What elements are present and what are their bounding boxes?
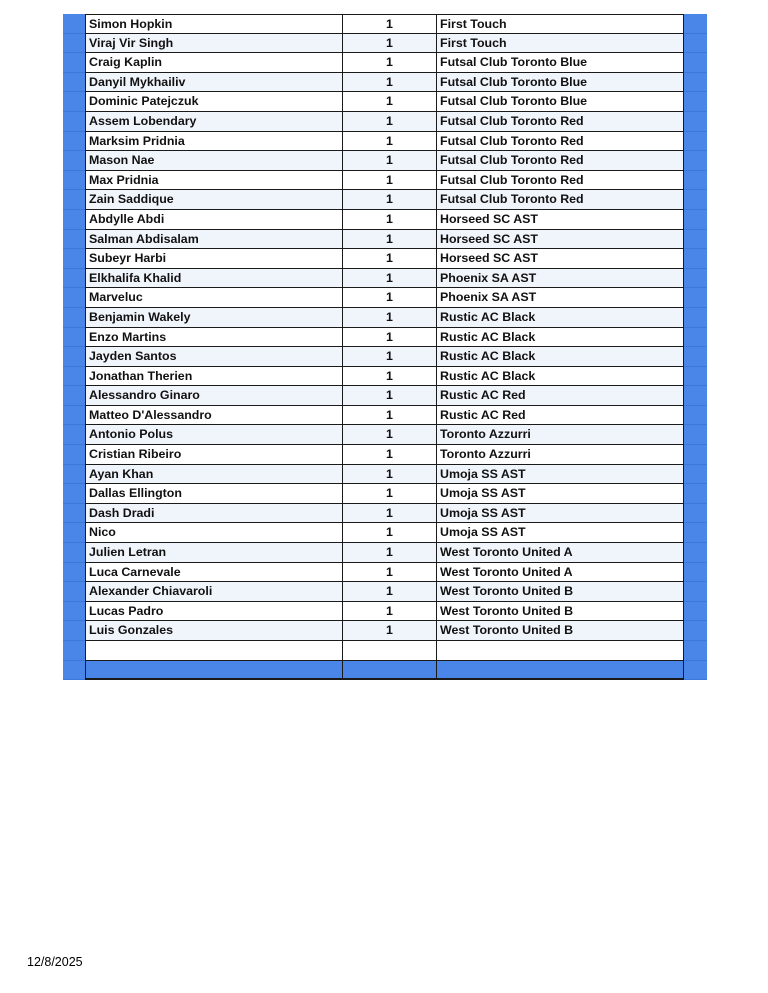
- player-name-cell[interactable]: [86, 641, 343, 661]
- row-cells: [85, 465, 684, 485]
- player-name-cell[interactable]: Matteo D'Alessandro: [86, 406, 343, 426]
- table-row: [63, 151, 707, 171]
- player-name-cell[interactable]: Julien Letran: [86, 543, 343, 563]
- table-row: [63, 210, 707, 230]
- player-name-cell[interactable]: Luca Carnevale: [86, 563, 343, 583]
- row-band-left: [63, 523, 85, 543]
- row-cells: [85, 171, 684, 191]
- row-cells: [85, 132, 684, 152]
- row-band-right: [684, 484, 707, 504]
- row-cells: [85, 386, 684, 406]
- row-band-right: [684, 445, 707, 465]
- table-row: [63, 190, 707, 210]
- row-band-left: [63, 621, 85, 641]
- player-name-cell[interactable]: [86, 661, 343, 680]
- row-cells: [85, 425, 684, 445]
- row-band-right: [684, 190, 707, 210]
- row-cells: [85, 523, 684, 543]
- player-name-cell[interactable]: Assem Lobendary: [86, 112, 343, 132]
- team-cell[interactable]: Futsal Club Toronto Red: [437, 112, 683, 132]
- count-cell[interactable]: 1: [343, 15, 437, 34]
- team-cell[interactable]: Umoja SS AST: [437, 465, 683, 485]
- row-cells: [85, 406, 684, 426]
- table-row: [63, 465, 707, 485]
- row-band-right: [684, 582, 707, 602]
- row-band-right: [684, 367, 707, 387]
- row-band-left: [63, 249, 85, 269]
- row-band-left: [63, 34, 85, 54]
- count-cell[interactable]: 1: [343, 425, 437, 445]
- team-cell[interactable]: West Toronto United B: [437, 621, 683, 641]
- team-cell[interactable]: [437, 641, 683, 661]
- row-band-right: [684, 641, 707, 661]
- count-cell[interactable]: 1: [343, 112, 437, 132]
- row-band-left: [63, 112, 85, 132]
- row-band-left: [63, 602, 85, 622]
- row-band-left: [63, 171, 85, 191]
- row-cells: [85, 230, 684, 250]
- row-band-right: [684, 406, 707, 426]
- player-name-cell[interactable]: Abdylle Abdi: [86, 210, 343, 230]
- team-cell[interactable]: [437, 661, 683, 680]
- team-cell[interactable]: Toronto Azzurri: [437, 445, 683, 465]
- table-row: [63, 621, 707, 641]
- count-cell[interactable]: 1: [343, 504, 437, 524]
- count-cell[interactable]: [343, 661, 437, 680]
- row-band-left: [63, 308, 85, 328]
- row-cells: [85, 249, 684, 269]
- table-row: [63, 14, 707, 34]
- row-band-right: [684, 523, 707, 543]
- team-cell[interactable]: First Touch: [437, 34, 683, 54]
- row-band-left: [63, 504, 85, 524]
- team-cell[interactable]: Rustic AC Red: [437, 406, 683, 426]
- row-band-right: [684, 308, 707, 328]
- spreadsheet-table: [63, 14, 707, 680]
- team-cell[interactable]: West Toronto United A: [437, 563, 683, 583]
- row-band-right: [684, 53, 707, 73]
- table-row: [63, 563, 707, 583]
- row-cells: [85, 582, 684, 602]
- row-band-right: [684, 112, 707, 132]
- row-band-left: [63, 73, 85, 93]
- team-cell[interactable]: Futsal Club Toronto Red: [437, 132, 683, 152]
- row-cells: [85, 112, 684, 132]
- row-band-right: [684, 151, 707, 171]
- table-row: [63, 308, 707, 328]
- team-cell[interactable]: West Toronto United A: [437, 543, 683, 563]
- row-band-right: [684, 347, 707, 367]
- player-name-cell[interactable]: Jonathan Therien: [86, 367, 343, 387]
- table-row: [63, 112, 707, 132]
- team-cell[interactable]: First Touch: [437, 15, 683, 34]
- table-row: [63, 523, 707, 543]
- player-name-cell[interactable]: Craig Kaplin: [86, 53, 343, 73]
- row-band-right: [684, 230, 707, 250]
- team-cell[interactable]: Futsal Club Toronto Blue: [437, 73, 683, 93]
- row-band-right: [684, 543, 707, 563]
- row-cells: [85, 269, 684, 289]
- row-cells: [85, 73, 684, 93]
- count-cell[interactable]: 1: [343, 269, 437, 289]
- row-cells: [85, 602, 684, 622]
- row-band-right: [684, 14, 707, 34]
- row-band-left: [63, 210, 85, 230]
- team-cell[interactable]: Rustic AC Black: [437, 308, 683, 328]
- row-band-left: [63, 230, 85, 250]
- row-band-left: [63, 543, 85, 563]
- row-cells: [85, 445, 684, 465]
- row-band-right: [684, 269, 707, 289]
- team-cell[interactable]: Futsal Club Toronto Red: [437, 190, 683, 210]
- table-row: [63, 602, 707, 622]
- table-row: [63, 132, 707, 152]
- row-cells: [85, 484, 684, 504]
- row-cells: [85, 504, 684, 524]
- count-cell[interactable]: 1: [343, 328, 437, 348]
- row-band-left: [63, 406, 85, 426]
- table-row: [63, 269, 707, 289]
- table-row: [63, 230, 707, 250]
- player-name-cell[interactable]: Danyil Mykhailiv: [86, 73, 343, 93]
- player-name-cell[interactable]: Ayan Khan: [86, 465, 343, 485]
- player-name-cell[interactable]: Simon Hopkin: [86, 15, 343, 34]
- player-name-cell[interactable]: Luis Gonzales: [86, 621, 343, 641]
- row-cells: [85, 34, 684, 54]
- row-band-left: [63, 484, 85, 504]
- count-cell[interactable]: 1: [343, 523, 437, 543]
- count-cell[interactable]: 1: [343, 621, 437, 641]
- table-row: [63, 171, 707, 191]
- player-name-cell[interactable]: Alessandro Ginaro: [86, 386, 343, 406]
- row-cells: [85, 328, 684, 348]
- table-row: [63, 92, 707, 112]
- table-row-empty: [63, 641, 707, 661]
- row-band-left: [63, 288, 85, 308]
- count-cell[interactable]: 1: [343, 92, 437, 112]
- count-cell[interactable]: 1: [343, 53, 437, 73]
- row-band-left: [63, 132, 85, 152]
- count-cell[interactable]: 1: [343, 563, 437, 583]
- table-row: [63, 347, 707, 367]
- row-band-right: [684, 288, 707, 308]
- team-cell[interactable]: Toronto Azzurri: [437, 425, 683, 445]
- table-row: [63, 73, 707, 93]
- team-cell[interactable]: Horseed SC AST: [437, 249, 683, 269]
- count-cell[interactable]: 1: [343, 406, 437, 426]
- player-name-cell[interactable]: Dash Dradi: [86, 504, 343, 524]
- row-band-left: [63, 269, 85, 289]
- count-cell[interactable]: 1: [343, 249, 437, 269]
- row-band-left: [63, 190, 85, 210]
- player-name-cell[interactable]: Salman Abdisalam: [86, 230, 343, 250]
- row-band-left: [63, 92, 85, 112]
- team-cell[interactable]: Futsal Club Toronto Red: [437, 171, 683, 191]
- player-name-cell[interactable]: Cristian Ribeiro: [86, 445, 343, 465]
- row-cells: [85, 14, 684, 34]
- player-name-cell[interactable]: Max Pridnia: [86, 171, 343, 191]
- team-cell[interactable]: Rustic AC Black: [437, 347, 683, 367]
- team-cell[interactable]: Phoenix SA AST: [437, 269, 683, 289]
- table-row: [63, 367, 707, 387]
- player-name-cell[interactable]: Benjamin Wakely: [86, 308, 343, 328]
- table-row: [63, 425, 707, 445]
- count-cell[interactable]: 1: [343, 73, 437, 93]
- row-band-right: [684, 425, 707, 445]
- count-cell[interactable]: 1: [343, 151, 437, 171]
- row-band-left: [63, 582, 85, 602]
- team-cell[interactable]: Umoja SS AST: [437, 504, 683, 524]
- table-row: [63, 445, 707, 465]
- row-band-left: [63, 465, 85, 485]
- row-band-right: [684, 602, 707, 622]
- team-cell[interactable]: Umoja SS AST: [437, 484, 683, 504]
- row-band-left: [63, 53, 85, 73]
- player-name-cell[interactable]: Antonio Polus: [86, 425, 343, 445]
- player-name-cell[interactable]: Viraj Vir Singh: [86, 34, 343, 54]
- table-row: [63, 328, 707, 348]
- count-cell[interactable]: 1: [343, 386, 437, 406]
- count-cell[interactable]: 1: [343, 484, 437, 504]
- row-band-left: [63, 445, 85, 465]
- row-cells: [85, 641, 684, 661]
- count-cell[interactable]: 1: [343, 230, 437, 250]
- team-cell[interactable]: Futsal Club Toronto Red: [437, 151, 683, 171]
- player-name-cell[interactable]: Lucas Padro: [86, 602, 343, 622]
- team-cell[interactable]: Futsal Club Toronto Blue: [437, 53, 683, 73]
- row-band-right: [684, 210, 707, 230]
- row-band-right: [684, 171, 707, 191]
- team-cell[interactable]: Rustic AC Black: [437, 328, 683, 348]
- row-cells: [85, 543, 684, 563]
- row-cells: [85, 151, 684, 171]
- row-band-right: [684, 328, 707, 348]
- row-band-left: [63, 347, 85, 367]
- row-cells: [85, 210, 684, 230]
- team-cell[interactable]: Horseed SC AST: [437, 210, 683, 230]
- row-band-left: [63, 328, 85, 348]
- team-cell[interactable]: West Toronto United B: [437, 582, 683, 602]
- count-cell[interactable]: 1: [343, 347, 437, 367]
- player-name-cell[interactable]: Zain Saddique: [86, 190, 343, 210]
- player-name-cell[interactable]: Dallas Ellington: [86, 484, 343, 504]
- table-row: [63, 406, 707, 426]
- row-band-right: [684, 386, 707, 406]
- row-cells: [85, 621, 684, 641]
- row-band-left: [63, 367, 85, 387]
- count-cell[interactable]: 1: [343, 367, 437, 387]
- table-row: [63, 386, 707, 406]
- count-cell[interactable]: 1: [343, 210, 437, 230]
- row-band-left: [63, 386, 85, 406]
- player-name-cell[interactable]: Nico: [86, 523, 343, 543]
- row-cells: [85, 190, 684, 210]
- team-cell[interactable]: West Toronto United B: [437, 602, 683, 622]
- row-cells: [85, 347, 684, 367]
- table-row-highlight: [63, 661, 707, 681]
- player-name-cell[interactable]: Alexander Chiavaroli: [86, 582, 343, 602]
- count-cell[interactable]: 1: [343, 34, 437, 54]
- table-row: [63, 543, 707, 563]
- row-cells: [85, 308, 684, 328]
- count-cell[interactable]: 1: [343, 465, 437, 485]
- row-band-left: [63, 151, 85, 171]
- team-cell[interactable]: Horseed SC AST: [437, 230, 683, 250]
- row-cells: [85, 661, 684, 681]
- row-cells: [85, 288, 684, 308]
- player-name-cell[interactable]: Jayden Santos: [86, 347, 343, 367]
- row-cells: [85, 92, 684, 112]
- table-row: [63, 288, 707, 308]
- row-band-left: [63, 14, 85, 34]
- row-band-right: [684, 465, 707, 485]
- player-name-cell[interactable]: Marksim Pridnia: [86, 132, 343, 152]
- row-band-right: [684, 621, 707, 641]
- team-cell[interactable]: Futsal Club Toronto Blue: [437, 92, 683, 112]
- count-cell[interactable]: 1: [343, 602, 437, 622]
- count-cell[interactable]: 1: [343, 171, 437, 191]
- table-row: [63, 582, 707, 602]
- count-cell[interactable]: 1: [343, 445, 437, 465]
- row-band-right: [684, 563, 707, 583]
- row-cells: [85, 563, 684, 583]
- count-cell[interactable]: 1: [343, 132, 437, 152]
- table-row: [63, 34, 707, 54]
- player-name-cell[interactable]: Marveluc: [86, 288, 343, 308]
- team-cell[interactable]: Umoja SS AST: [437, 523, 683, 543]
- row-band-left: [63, 641, 85, 661]
- row-band-left: [63, 425, 85, 445]
- table-row: [63, 504, 707, 524]
- row-band-left: [63, 563, 85, 583]
- team-cell[interactable]: Rustic AC Black: [437, 367, 683, 387]
- player-name-cell[interactable]: Subeyr Harbi: [86, 249, 343, 269]
- table-row: [63, 249, 707, 269]
- team-cell[interactable]: Rustic AC Red: [437, 386, 683, 406]
- player-name-cell[interactable]: Dominic Patejczuk: [86, 92, 343, 112]
- row-band-left: [63, 661, 85, 681]
- table-row: [63, 53, 707, 73]
- row-cells: [85, 53, 684, 73]
- print-date: 12/8/2025: [27, 955, 83, 969]
- row-band-right: [684, 92, 707, 112]
- count-cell[interactable]: 1: [343, 543, 437, 563]
- count-cell[interactable]: 1: [343, 308, 437, 328]
- table-row: [63, 484, 707, 504]
- player-name-cell[interactable]: Elkhalifa Khalid: [86, 269, 343, 289]
- row-band-right: [684, 661, 707, 681]
- row-band-right: [684, 73, 707, 93]
- row-cells: [85, 367, 684, 387]
- count-cell[interactable]: [343, 641, 437, 661]
- team-cell[interactable]: Phoenix SA AST: [437, 288, 683, 308]
- row-band-right: [684, 249, 707, 269]
- count-cell[interactable]: 1: [343, 190, 437, 210]
- player-name-cell[interactable]: Mason Nae: [86, 151, 343, 171]
- row-band-right: [684, 34, 707, 54]
- row-band-right: [684, 504, 707, 524]
- count-cell[interactable]: 1: [343, 582, 437, 602]
- count-cell[interactable]: 1: [343, 288, 437, 308]
- player-name-cell[interactable]: Enzo Martins: [86, 328, 343, 348]
- row-band-right: [684, 132, 707, 152]
